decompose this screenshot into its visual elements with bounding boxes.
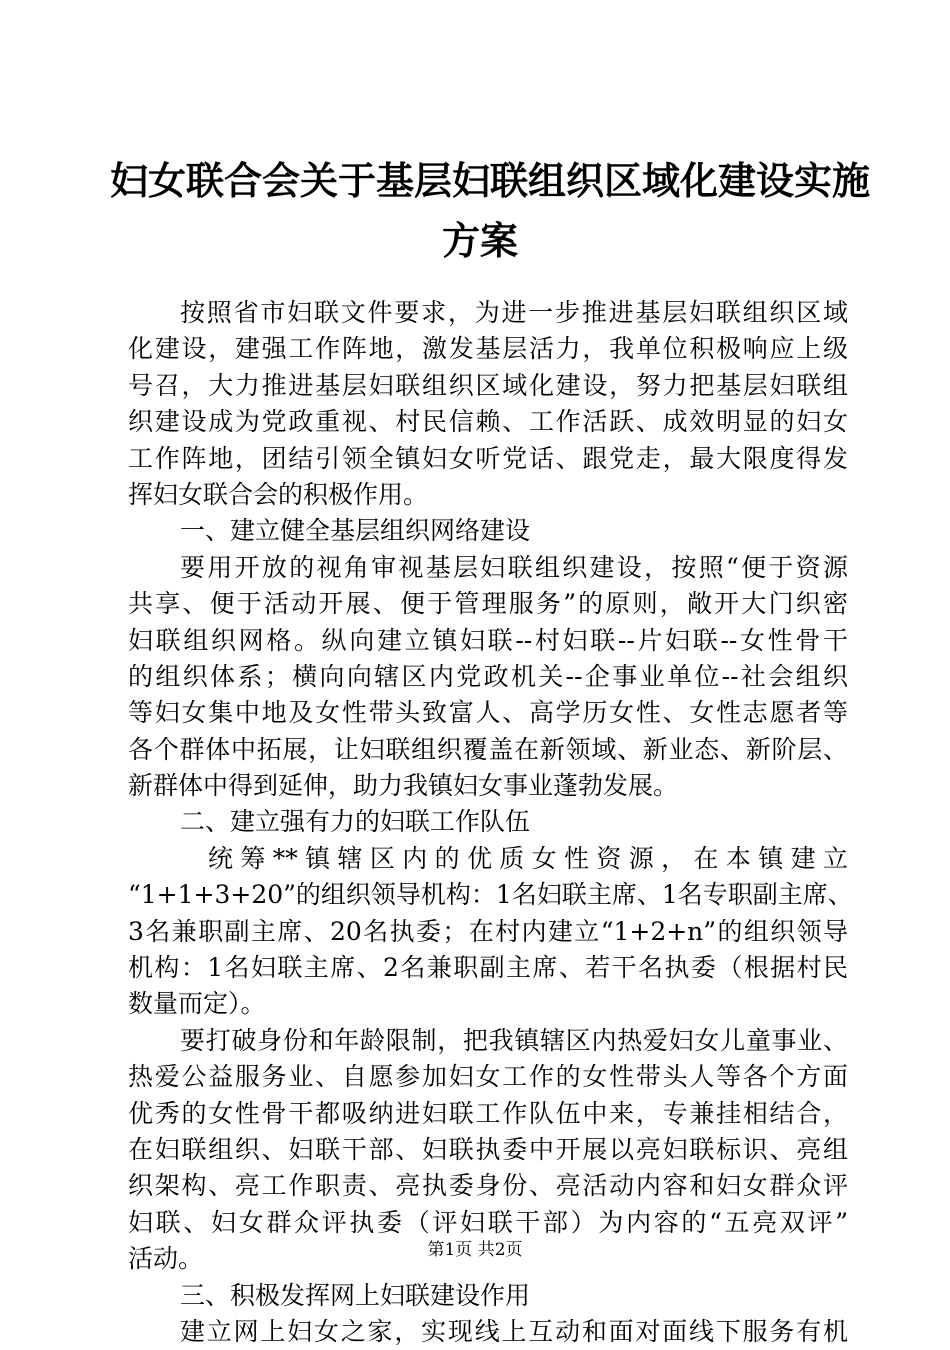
paragraph-line: 号召，大力推进基层妇联组织区域化建设，努力把基层妇联组	[128, 370, 848, 400]
document-title-line-1: 妇女联合会关于基层妇联组织区域化建设实施	[110, 158, 871, 203]
paragraph-line: 优秀的女性骨干都吸纳进妇联工作队伍中来，专兼挂相结合，	[128, 1098, 848, 1128]
document-body	[128, 295, 853, 1350]
section-heading-2: 二、建立强有力的妇联工作队伍	[180, 807, 531, 837]
paragraph-line: 机构：1名妇联主席、2名兼职副主席、若干名执委（根据村民	[128, 953, 848, 983]
section-heading-1: 一、建立健全基层组织网络建设	[180, 516, 531, 546]
paragraph-line: 织建设成为党政重视、村民信赖、工作活跃、成效明显的妇女	[128, 407, 848, 437]
paragraph-line: 按照省市妇联文件要求，为进一步推进基层妇联组织区域	[180, 298, 848, 327]
paragraph-line: 等妇女集中地及女性带头致富人、高学历女性、女性志愿者等	[128, 698, 848, 728]
paragraph-line: 化建设，建强工作阵地，激发基层活力，我单位积极响应上级	[128, 334, 848, 364]
paragraph-line: 织架构、亮工作职责、亮执委身份、亮活动内容和妇女群众评	[128, 1171, 848, 1201]
paragraph-line: 热爱公益服务业、自愿参加妇女工作的女性带头人等各个方面	[128, 1062, 848, 1092]
paragraph-line: 统筹**镇辖区内的优质女性资源，在本镇建立	[208, 843, 848, 873]
paragraph-line: 要用开放的视角审视基层妇联组织建设，按照“便于资源	[180, 552, 848, 582]
paragraph-line: 妇联组织网格。纵向建立镇妇联--村妇联--片妇联--女性骨干	[128, 625, 848, 655]
paragraph-line: 新群体中得到延伸，助力我镇妇女事业蓬勃发展。	[128, 771, 679, 801]
paragraph-line: 共享、便于活动开展、便于管理服务”的原则，敞开大门织密	[128, 589, 848, 619]
section-heading-3: 三、积极发挥网上妇联建设作用	[180, 1280, 531, 1310]
paragraph-line: 的组织体系；横向向辖区内党政机关--企事业单位--社会组织	[128, 661, 848, 691]
paragraph-line: 工作阵地，团结引领全镇妇女听党话、跟党走，最大限度得发	[128, 443, 848, 473]
document-title-line-2: 方案	[441, 218, 518, 263]
paragraph-line: 挥妇女联合会的积极作用。	[128, 479, 429, 509]
paragraph-line: 数量而定）。	[128, 989, 266, 1019]
page-footer: 第1页 共2页	[427, 1240, 523, 1260]
paragraph-line: 在妇联组织、妇联干部、妇联执委中开展以亮妇联标识、亮组	[128, 1134, 848, 1164]
paragraph-line: 活动。	[128, 1244, 204, 1274]
paragraph-line: 各个群体中拓展，让妇联组织覆盖在新领域、新业态、新阶层、	[128, 734, 848, 764]
paragraph-line: 建立网上妇女之家，实现线上互动和面对面线下服务有机	[180, 1316, 848, 1346]
paragraph-line: 妇联、妇女群众评执委（评妇联干部）为内容的“五亮双评”	[128, 1207, 848, 1237]
paragraph-line: 要打破身份和年龄限制，把我镇辖区内热爱妇女儿童事业、	[180, 1025, 848, 1055]
paragraph-line: “1+1+3+20”的组织领导机构：1名妇联主席、1名专职副主席、	[128, 880, 853, 910]
paragraph-line: 3名兼职副主席、20名执委；在村内建立“1+2+n”的组织领导	[128, 916, 848, 946]
